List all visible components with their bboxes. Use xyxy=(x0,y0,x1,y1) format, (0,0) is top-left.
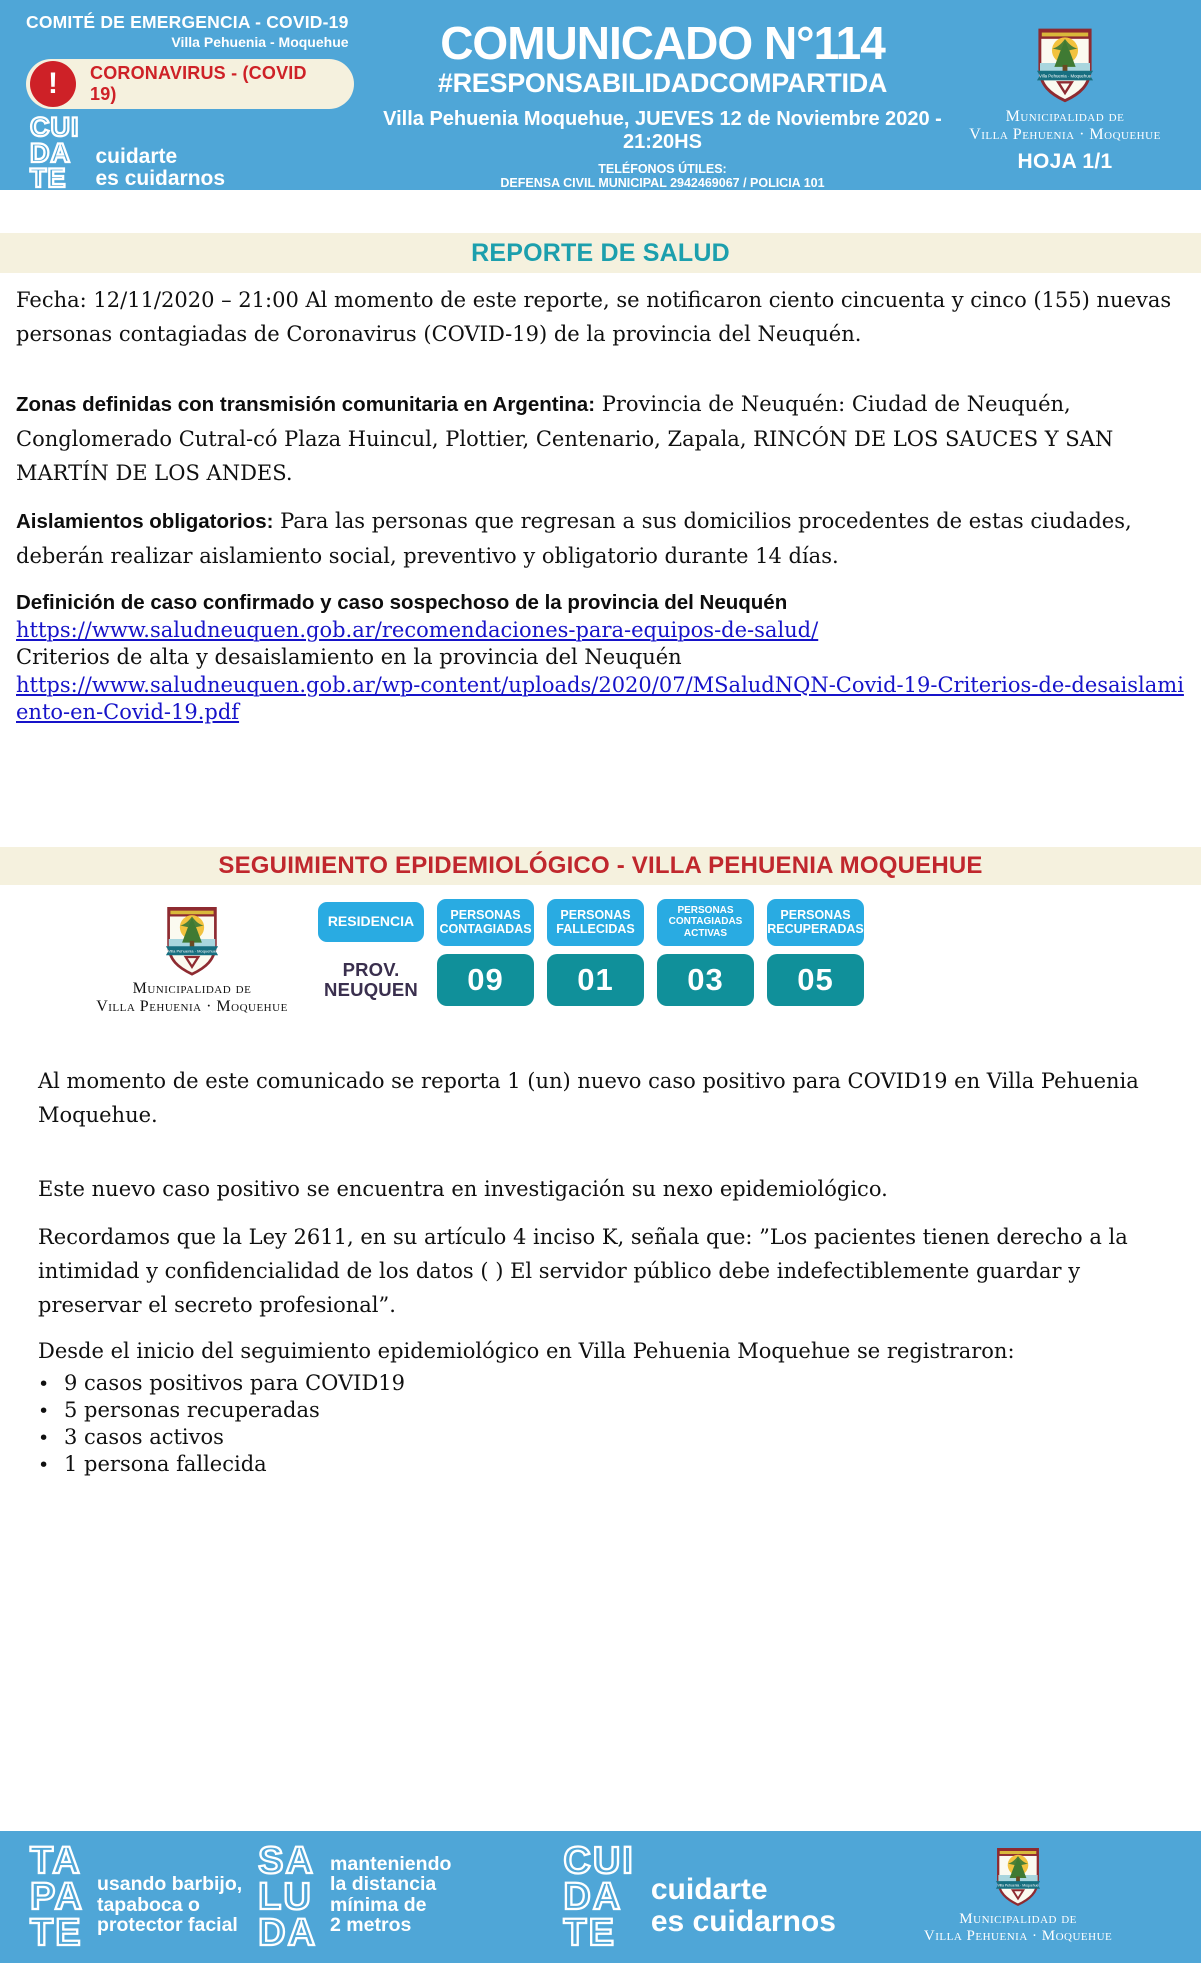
phones-line-2: CENTRO DE SALUD: 107 (movistar) y 498091 (claro) / BOMBEROS VOLUNTARIOS 2942564109 xyxy=(382,191,943,206)
cuidate-caption-line: cuidarte xyxy=(650,1873,768,1907)
footer-municipality xyxy=(924,1843,1112,1946)
header-left-column xyxy=(26,12,378,194)
tapate-caption-line: tapaboca o xyxy=(96,1893,200,1916)
saluda-line: LU xyxy=(258,1876,313,1919)
definicion-heading: Definición de caso confirmado y caso sospechoso de la provincia del Neuquén xyxy=(16,591,788,614)
saluda-line: DA xyxy=(258,1912,318,1955)
report-paragraph-zonas xyxy=(16,387,1185,490)
header-right-column xyxy=(947,12,1183,190)
report-title-band xyxy=(0,233,1201,273)
hashtag-title: #RESPONSABILIDADCOMPARTIDA xyxy=(437,68,888,98)
page-number: HOJA 1/1 xyxy=(1017,149,1113,173)
tapate-line: PA xyxy=(30,1876,84,1919)
coronavirus-badge-label: CORONAVIRUS - (COVID 19) xyxy=(90,63,307,104)
row-label-line: NEUQUEN xyxy=(324,978,418,1000)
stats-table xyxy=(0,899,1201,1017)
registro-list xyxy=(38,1370,1185,1478)
link-recomendaciones[interactable]: https://www.saludneuquen.gob.ar/recomendaciones-para-equipos-de-salud/ xyxy=(16,617,819,642)
cuidate-lockup xyxy=(563,1840,836,1955)
column-residencia xyxy=(318,899,424,1006)
tapate-lockup xyxy=(30,1840,243,1955)
saluda-caption-line: mínima de xyxy=(330,1893,427,1916)
seguimiento-title: SEGUIMIENTO EPIDEMIOLÓGICO - VILLA PEHUENIA MOQUEHUE xyxy=(218,851,983,879)
definicion-block xyxy=(16,589,1185,727)
municipality-logo xyxy=(165,901,219,977)
document-body xyxy=(0,190,1201,1478)
municipality-name xyxy=(924,1911,1112,1946)
fallecidas-header: PERSONAS FALLECIDAS xyxy=(547,899,644,946)
saluda-lockup xyxy=(258,1840,452,1955)
cuidate-caption xyxy=(96,146,226,192)
header-center-column xyxy=(378,12,947,206)
phones-line-1: DEFENSA CIVIL MUNICIPAL 2942469067 / POLICIA 101 xyxy=(500,176,825,190)
saluda-caption-line: manteniendo xyxy=(330,1853,452,1876)
seguimiento-title-band xyxy=(0,847,1201,885)
column-recuperadas xyxy=(767,899,864,1006)
header-banner xyxy=(0,0,1201,206)
cuidate-caption-line: es cuidarnos xyxy=(650,1904,836,1938)
saluda-logo xyxy=(258,1840,318,1955)
column-contagiadas-activas xyxy=(657,899,754,1006)
municipality-name xyxy=(78,980,306,1017)
recuperadas-header: PERSONAS RECUPERADAS xyxy=(767,899,864,946)
report-section xyxy=(0,283,1201,727)
saluda-caption xyxy=(330,1854,451,1951)
municipality-name xyxy=(947,108,1183,145)
paragraph-investigacion: Este nuevo caso positivo se encuentra en investigación su nexo epidemiológico. xyxy=(38,1177,888,1202)
saluda-caption-line: la distancia xyxy=(330,1873,437,1896)
list-item: • 5 personas recuperadas xyxy=(38,1397,1185,1424)
contagiadas-activas-value: 03 xyxy=(657,954,754,1006)
tapate-caption xyxy=(97,1874,242,1951)
cuidate-line: DA xyxy=(563,1876,623,1919)
aislamientos-lead: Aislamientos obligatorios: xyxy=(16,510,274,533)
municipality-name-line: Villa Pehuenia · Moquehue xyxy=(96,997,288,1015)
criterios-line: Criterios de alta y desaislamiento en la provincia del Neuquén xyxy=(16,645,682,669)
contagiadas-header: PERSONAS CONTAGIADAS xyxy=(437,899,534,946)
list-item: • 1 persona fallecida xyxy=(38,1451,1185,1478)
list-item: • 9 casos positivos para COVID19 xyxy=(38,1370,1185,1397)
alert-icon: ! xyxy=(30,61,76,107)
comunicado-number-title: COMUNICADO N°114 xyxy=(440,17,885,69)
tapate-line: TE xyxy=(30,1912,83,1955)
aislamientos-text: Para las personas que regresan a sus domicilios procedentes de estas ciudades, deberán realizar aislamiento social, preventivo y obligatorio durante 14 días. xyxy=(16,509,1132,568)
cuidate-line: TE xyxy=(30,163,67,194)
list-item: • 3 casos activos xyxy=(38,1424,1185,1451)
paragraph-registro: Desde el inicio del seguimiento epidemiológico en Villa Pehuenia Moquehue se registraron: xyxy=(38,1339,1015,1364)
paragraph-ley-2611: Recordamos que la Ley 2611, en su artículo 4 inciso K, señala que: ”Los pacientes tienen derecho a la intimidad y confidencialidad de los datos ( ) El servidor público debe indefectiblemente guardar y preservar el secreto profesional”. xyxy=(38,1225,1128,1318)
cuidate-lockup xyxy=(30,112,378,194)
zonas-lead: Zonas definidas con transmisión comunitaria en Argentina: xyxy=(16,393,596,416)
cuidate-line: CUI xyxy=(30,112,80,142)
municipality-name-line: Villa Pehuenia · Moquehue xyxy=(969,126,1161,144)
cuidate-caption xyxy=(651,1874,836,1951)
saluda-line: SA xyxy=(258,1840,315,1882)
cuidate-line: TE xyxy=(563,1912,616,1955)
contagiadas-value: 09 xyxy=(437,954,534,1006)
paragraph-nuevo-caso: Al momento de este comunicado se reporta 1 (un) nuevo caso positivo para COVID19 en Villa Pehuenia Moquehue. xyxy=(38,1069,1139,1128)
municipality-name-line: Municipalidad de xyxy=(132,979,252,997)
cuidate-line: CUI xyxy=(563,1840,635,1882)
coronavirus-badge xyxy=(26,59,354,109)
tapate-caption-line: usando barbijo, xyxy=(96,1873,243,1896)
stats-logo-cell xyxy=(78,899,306,1017)
municipality-name-line: Municipalidad de xyxy=(959,1911,1077,1927)
column-fallecidas xyxy=(547,899,644,1006)
municipality-logo xyxy=(995,1843,1041,1907)
report-paragraph-fecha: Fecha: 12/11/2020 – 21:00 Al momento de este reporte, se notificaron ciento cincuenta y cinco (155) nuevas personas contagiadas de Coronavirus (COVID-19) de la provincia del Neuquén. xyxy=(16,288,1172,346)
row-label xyxy=(318,954,424,1006)
tapate-caption-line: protector facial xyxy=(96,1914,238,1937)
stats-columns xyxy=(318,899,864,1006)
row-label-line: PROV. xyxy=(342,959,400,981)
dateline: Villa Pehuenia Moquehue, JUEVES 12 de Noviembre 2020 - 21:20HS xyxy=(383,108,942,153)
cuidate-logo xyxy=(563,1840,635,1955)
municipality-name-line: Villa Pehuenia · Moquehue xyxy=(923,1928,1113,1945)
zonas-text: Provincia de Neuquén: Ciudad de Neuquén, Conglomerado Cutral-có Plaza Huincul, Plottier, Centenario, Zapala, RINCÓN DE LOS SAUCES Y SAN MARTÍN DE LOS ANDES. xyxy=(16,392,1114,485)
column-contagiadas xyxy=(437,899,534,1006)
contagiadas-activas-header: PERSONAS CONTAGIADAS ACTIVAS xyxy=(657,899,754,946)
committee-title: COMITÉ DE EMERGENCIA - COVID-19 xyxy=(26,12,349,32)
saluda-caption-line: 2 metros xyxy=(330,1914,412,1937)
report-title: REPORTE DE SALUD xyxy=(471,238,730,267)
tapate-line: TA xyxy=(30,1840,82,1882)
footer-banner xyxy=(0,1831,1201,1963)
link-criterios-pdf[interactable]: https://www.saludneuquen.gob.ar/wp-content/uploads/2020/07/MSaludNQN-Covid-19-Criterios-de-desaislamiento-en-Covid-19.pdf xyxy=(16,672,1184,724)
comunicado-section xyxy=(0,1064,1201,1478)
residencia-header: RESIDENCIA xyxy=(318,902,424,942)
municipality-logo xyxy=(1036,22,1094,104)
cuidate-caption-line: cuidarte xyxy=(95,144,178,168)
cuidate-line: DA xyxy=(30,137,71,168)
phones-title: TELÉFONOS ÚTILES: xyxy=(598,162,727,176)
report-paragraph-aislamientos xyxy=(16,504,1185,573)
cuidate-caption-line: es cuidarnos xyxy=(95,166,226,190)
committee-subtitle: Villa Pehuenia - Moquehue xyxy=(171,34,349,50)
tapate-logo xyxy=(30,1840,84,1955)
recuperadas-value: 05 xyxy=(767,954,864,1006)
fallecidas-value: 01 xyxy=(547,954,644,1006)
cuidate-logo xyxy=(30,112,80,194)
municipality-name-line: Municipalidad de xyxy=(1005,108,1125,125)
